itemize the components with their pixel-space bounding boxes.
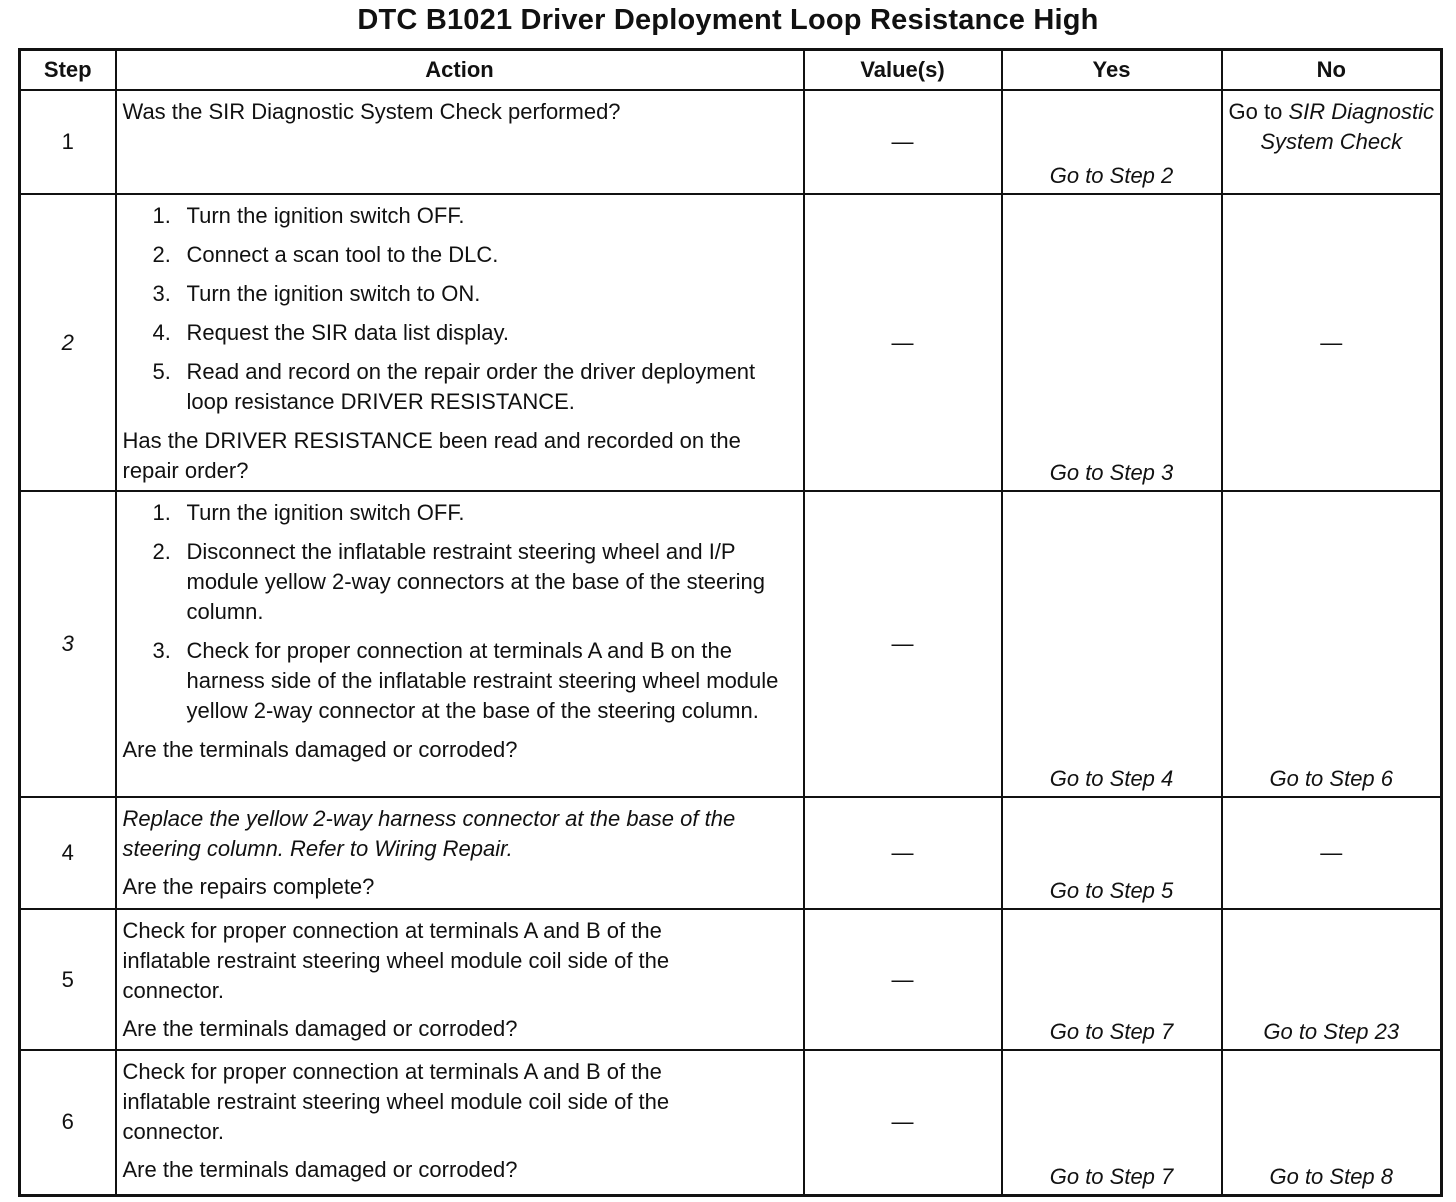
table-row	[20, 194, 1442, 491]
no-cell	[1222, 90, 1442, 194]
page-title: DTC B1021 Driver Deployment Loop Resistance High	[357, 4, 1099, 36]
action-text: Replace the yellow 2-way harness connector at the base of the steering column. Refer to Wiring Repair.	[122, 806, 736, 861]
list-item: 1. Turn the ignition switch OFF.	[152, 203, 465, 228]
no-cell	[1222, 797, 1442, 909]
action-text: Check for proper connection at terminals A and B of the inflatable restraint steering wheel module coil side of the connector.	[122, 918, 670, 1003]
action-cell	[116, 797, 804, 909]
action-text: Check for proper connection at terminals A and B of the inflatable restraint steering wheel module coil side of the connector.	[122, 1059, 670, 1144]
header-values: Value(s)	[804, 50, 1002, 91]
header-no: No	[1222, 50, 1442, 91]
no-value: —	[1320, 329, 1343, 355]
yes-cell	[1002, 90, 1222, 194]
wiring-repair-link[interactable]: Wiring Repair	[374, 836, 507, 861]
yes-goto-link[interactable]: Go to Step 2	[1049, 163, 1174, 188]
list-item: 3. Check for proper connection at terminals A and B on the harness side of the inflatable restraint steering wheel module yellow 2-way connector at the base of the steering column.	[152, 638, 779, 723]
diagnostic-table	[18, 48, 1443, 1197]
table-row	[20, 491, 1442, 797]
action-cell	[116, 90, 804, 194]
action-cell	[116, 194, 804, 491]
table-row	[20, 90, 1442, 194]
action-question: Has the DRIVER RESISTANCE been read and recorded on the repair order?	[122, 428, 741, 483]
no-goto-link[interactable]: Go to Step 23	[1263, 1019, 1400, 1044]
list-item: 2. Disconnect the inflatable restraint steering wheel and I/P module yellow 2-way connectors at the base of the steering column.	[152, 539, 765, 624]
header-action: Action	[116, 50, 804, 91]
yes-cell	[1002, 1050, 1222, 1195]
action-cell	[116, 491, 804, 797]
list-item: 2. Connect a scan tool to the DLC.	[152, 242, 499, 267]
action-question: Was the SIR Diagnostic System Check performed?	[122, 99, 621, 124]
list-item: 1. Turn the ignition switch OFF.	[152, 500, 465, 525]
table-row	[20, 909, 1442, 1050]
yes-cell	[1002, 194, 1222, 491]
yes-goto-link[interactable]: Go to Step 7	[1049, 1019, 1174, 1044]
no-goto-link[interactable]: Go to Step 6	[1269, 766, 1394, 791]
yes-cell	[1002, 491, 1222, 797]
action-question: Are the terminals damaged or corroded?	[122, 1157, 518, 1182]
action-steps-list	[123, 498, 795, 726]
action-cell	[116, 1050, 804, 1195]
table-row	[20, 1050, 1442, 1195]
no-goto-link[interactable]: Go to SIR Diagnostic System Check	[1228, 99, 1434, 154]
list-item: 3. Turn the ignition switch to ON.	[152, 281, 481, 306]
step-number: 1	[20, 90, 116, 194]
yes-goto-link[interactable]: Go to Step 7	[1049, 1163, 1174, 1189]
step-number: 2	[20, 194, 116, 491]
table-row	[20, 797, 1442, 909]
no-goto-link[interactable]: Go to Step 8	[1269, 1163, 1394, 1189]
no-cell	[1222, 194, 1442, 491]
action-steps-list	[123, 201, 795, 417]
yes-goto-link[interactable]: Go to Step 4	[1049, 766, 1174, 791]
no-cell	[1222, 909, 1442, 1050]
yes-cell	[1002, 909, 1222, 1050]
yes-goto-link[interactable]: Go to Step 3	[1049, 460, 1174, 485]
no-cell	[1222, 491, 1442, 797]
yes-goto-link[interactable]: Go to Step 5	[1049, 878, 1174, 903]
step-number: 4	[20, 797, 116, 909]
list-item: 5. Read and record on the repair order the driver deployment loop resistance DRIVER RESISTANCE.	[152, 359, 756, 414]
step-number: 5	[20, 909, 116, 1050]
value-cell: —	[804, 194, 1002, 491]
value-cell: —	[804, 90, 1002, 194]
value-cell: —	[804, 1050, 1002, 1195]
action-question: Are the repairs complete?	[122, 874, 375, 899]
yes-cell	[1002, 797, 1222, 909]
table-header-row	[20, 50, 1442, 91]
header-step: Step	[20, 50, 116, 91]
step-number: 3	[20, 491, 116, 797]
action-cell	[116, 909, 804, 1050]
action-question: Are the terminals damaged or corroded?	[122, 1016, 518, 1041]
no-cell	[1222, 1050, 1442, 1195]
value-cell: —	[804, 909, 1002, 1050]
value-cell: —	[804, 491, 1002, 797]
header-yes: Yes	[1002, 50, 1222, 91]
list-item: 4. Request the SIR data list display.	[152, 320, 509, 345]
step-number: 6	[20, 1050, 116, 1195]
no-value: —	[1320, 840, 1343, 865]
action-question: Are the terminals damaged or corroded?	[122, 737, 518, 762]
value-cell: —	[804, 797, 1002, 909]
